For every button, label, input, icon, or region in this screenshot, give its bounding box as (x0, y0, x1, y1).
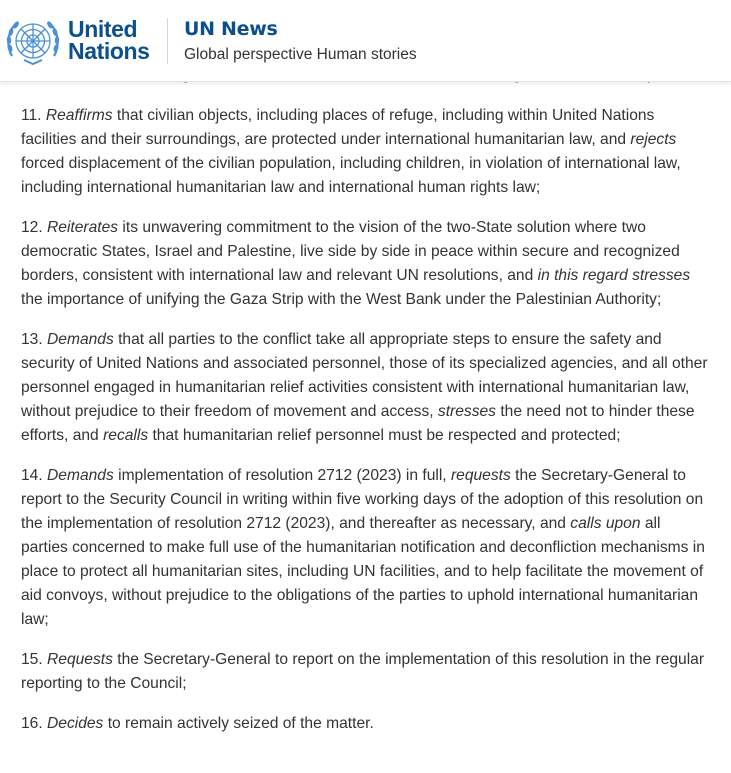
paragraph-text: the Secretary-General to report to the Security Council in writing within five working days of the adoption of this resolution on the implementation of resolution 2712 (2023), and thereafter as necessary, and (21, 467, 704, 532)
site-tagline: Global perspective Human stories (184, 46, 417, 63)
resolution-paragraph (21, 104, 711, 200)
article-body (21, 104, 711, 752)
paragraph-text: that humanitarian relief personnel must be respected and protected; (148, 427, 621, 444)
emphasized-verb: rejects (630, 131, 677, 148)
un-logo-link[interactable] (4, 16, 154, 66)
paragraph-text: 15. (21, 651, 48, 668)
emphasized-verb: Reaffirms (45, 107, 113, 124)
paragraph-text: the importance of unifying the Gaza Strip with the West Bank under the Palestinian Authority; (21, 291, 662, 308)
resolution-paragraph (21, 648, 711, 696)
paragraph-text: 16. (21, 715, 48, 732)
paragraph-text: implementation of resolution 2712 (2023) in full, (113, 467, 451, 484)
paragraph-text: that all parties to the conflict take all appropriate steps to ensure the safety and security of United Nations and associated personnel, those of its specialized agencies, and all other personnel engaged in humanitarian relief activities consistent with international humanitarian law, without prejudice to their freedom of movement and access, (21, 331, 708, 420)
resolution-paragraph (21, 464, 711, 632)
paragraph-text: that civilian objects, including places of refuge, including within United Nations facilities and their surroundings, are protected under international humanitarian law, and (21, 107, 655, 148)
emphasized-verb: in this regard stresses (537, 267, 691, 284)
resolution-paragraph (21, 216, 711, 312)
paragraph-text: to remain actively seized of the matter. (103, 715, 374, 732)
emphasized-verb: Decides (47, 715, 104, 732)
paragraph-text: 11. (21, 107, 46, 124)
paragraph-text: 14. (21, 467, 48, 484)
paragraph-text: all parties concerned to make full use of the humanitarian notification and deconfliction mechanisms in place to protect all humanitarian sites, including UN facilities, and to help facilitate the movement of aid convoys, without prejudice to the obligations of the parties to uphold international humanitarian law; (21, 515, 705, 628)
resolution-paragraph (21, 328, 711, 448)
emphasized-verb: calls upon (570, 515, 641, 532)
wordmark-line-1: United (68, 16, 138, 42)
un-emblem-icon (4, 16, 62, 66)
paragraph-text: 12. (21, 219, 48, 236)
emphasized-verb: Demands (47, 467, 114, 484)
emphasized-verb: recalls (103, 427, 149, 444)
resolution-paragraph (21, 712, 711, 736)
emphasized-verb: Reiterates (47, 219, 119, 236)
header-divider (167, 18, 168, 64)
wordmark-line-2: Nations (68, 38, 150, 64)
paragraph-text: the need not to hinder these efforts, and (21, 403, 695, 444)
emphasized-verb: requests (450, 467, 511, 484)
un-wordmark (68, 18, 150, 62)
paragraph-text: its unwavering commitment to the vision of the two-State solution where two democratic States, Israel and Palestine, live side by side in peace within secure and recognized borders, consistent with international law and relevant UN resolutions, and (21, 219, 680, 284)
emphasized-verb: stresses (437, 403, 496, 420)
paragraph-text: the Secretary-General to report on the implementation of this resolution in the regular reporting to the Council; (21, 651, 705, 692)
emphasized-verb: Demands (47, 331, 114, 348)
site-title-link[interactable]: UN News (184, 18, 278, 40)
emphasized-verb: Requests (47, 651, 113, 668)
site-header (0, 0, 731, 82)
paragraph-text: forced displacement of the civilian population, including children, in violation of international law, including international humanitarian law and international human rights law; (21, 155, 681, 196)
paragraph-text: 13. (21, 331, 48, 348)
